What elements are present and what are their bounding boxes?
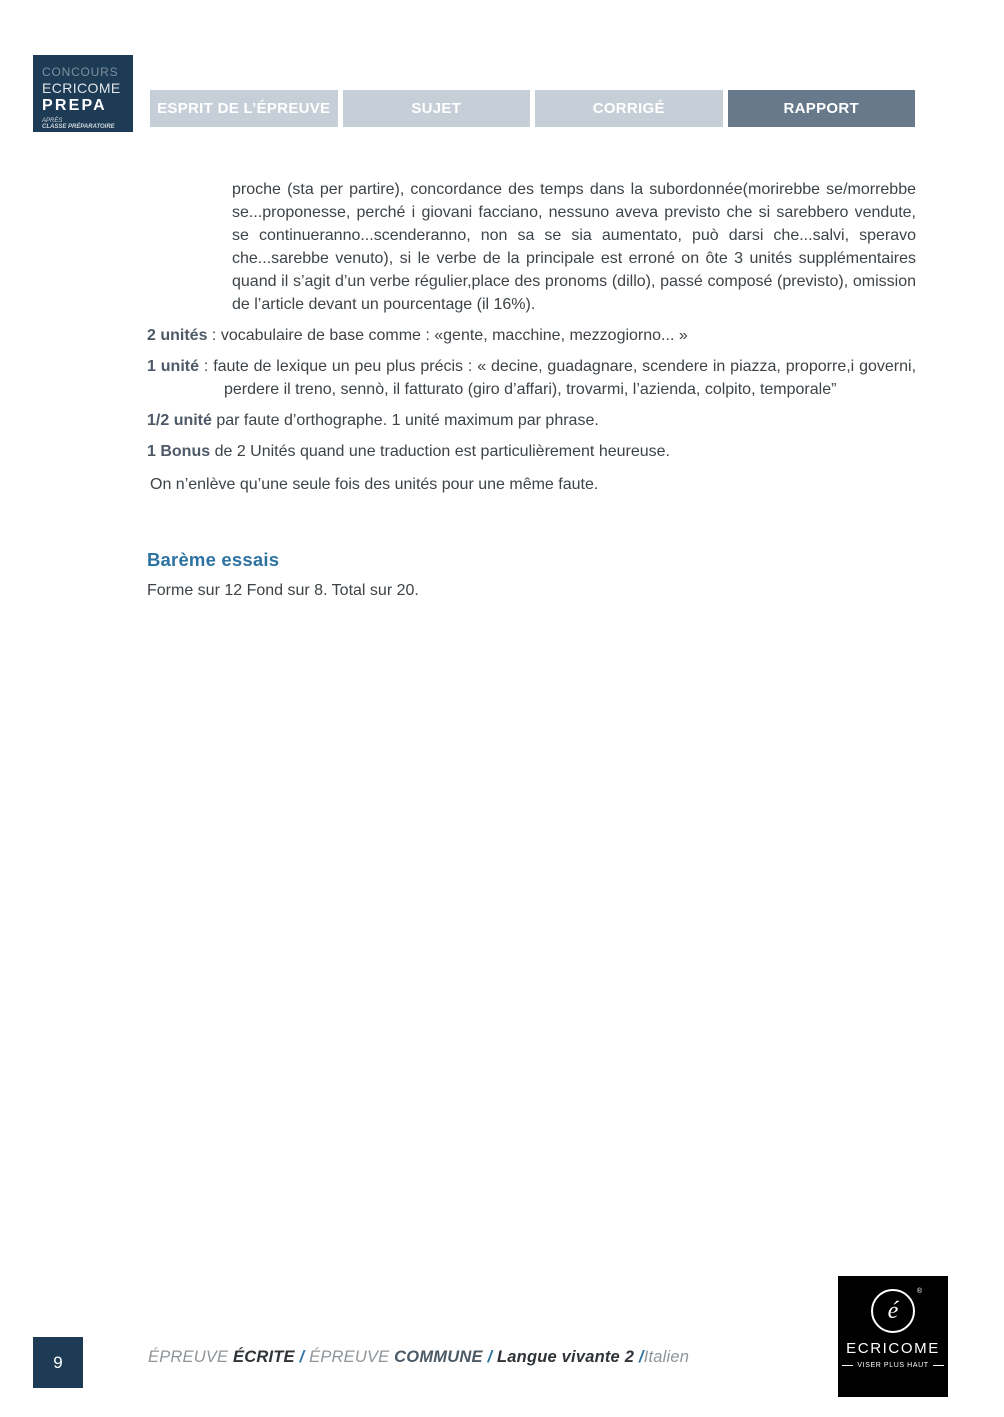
grading-note: On n’enlève qu’une seule fois des unités pour une même faute.	[150, 476, 599, 493]
bareme-essais-text: Forme sur 12 Fond sur 8. Total sur 20.	[147, 582, 419, 599]
footer-slash-3: /	[638, 1348, 644, 1366]
footer-epreuve-1: ÉPREUVE	[148, 1348, 234, 1366]
footer-italien: Italien	[643, 1348, 690, 1366]
unit-text: : faute de lexique un peu plus précis : « decine, guadagnare, scendere in piazza, proporre,i governi, perdere il treno, sennò, il fatturato (giro d’affari), trovarmi, l’azienda, colpito, temporale”	[203, 358, 917, 398]
tab-rapport[interactable]: RAPPORT	[728, 90, 916, 127]
footer-epreuve-2: ÉPREUVE	[309, 1348, 395, 1366]
footer-slash-1: /	[294, 1348, 310, 1366]
grading-item-demi-unite	[147, 409, 916, 432]
ecricome-tagline: VISER PLUS HAUT	[842, 1362, 943, 1369]
logo-text-ecricome: ECRICOME	[42, 80, 121, 96]
registered-mark: ®	[916, 1288, 922, 1295]
logo-text-classe-preparatoire: CLASSE PRÉPARATOIRE	[42, 124, 115, 130]
grading-paragraph: proche (sta per partire), concordance des temps dans la subordonnée(morirebbe se/morrebbe se...proponesse, perché i giovani facciano, nessuno aveva previsto che si sarebbero vendute, se continueranno...scenderanno, non sa se sia aumentato, può darsi che...salvi, speravo che...sarebbe venuto), si le verbe de la principale est erroné on ôte 3 unités supplémentaires quand il s’agit d’un verbe régulier,place des pronoms (dillo), passé composé (previsto), omission de l’article devant un pourcentage (il 16%).	[232, 181, 916, 313]
grading-item-2-unites	[147, 324, 916, 347]
footer-ecrite: ÉCRITE	[233, 1348, 295, 1366]
tab-corrige[interactable]: CORRIGÉ	[535, 90, 723, 127]
report-body	[147, 178, 916, 602]
ecricome-brand-name: ECRICOME	[846, 1340, 940, 1357]
ecricome-logo-letter: é	[887, 1297, 899, 1324]
logo-text-concours: CONCOURS	[42, 65, 119, 79]
unit-label: 1 unité	[147, 358, 199, 375]
footer-commune: COMMUNE	[394, 1348, 483, 1366]
concours-ecricome-prepa-logo	[33, 55, 133, 132]
unit-text: : vocabulaire de base comme : «gente, macchine, mezzogiorno... »	[211, 327, 688, 344]
grading-item-bonus	[147, 440, 916, 463]
unit-text: par faute d’orthographe. 1 unité maximum par phrase.	[216, 412, 599, 429]
unit-label: 1/2 unité	[147, 412, 212, 429]
unit-text: de 2 Unités quand une traduction est particulièrement heureuse.	[214, 443, 670, 460]
section-heading-bareme-essais: Barème essais	[147, 549, 280, 570]
ecricome-logo-icon	[871, 1288, 922, 1333]
tab-sujet[interactable]: SUJET	[343, 90, 531, 127]
section-tab-bar	[150, 90, 915, 127]
unit-label: 1 Bonus	[147, 443, 211, 460]
ecricome-brand-box	[838, 1276, 948, 1397]
tab-esprit-de-lepreuve[interactable]: ESPRIT DE L’ÉPREUVE	[150, 90, 338, 127]
logo-text-apres: APRÈS	[42, 118, 63, 124]
unit-label: 2 unités	[147, 327, 208, 344]
footer-langue-vivante-2: Langue vivante 2	[497, 1348, 639, 1366]
logo-text-prepa: PREPA	[42, 97, 107, 114]
footer-breadcrumb	[148, 1348, 689, 1367]
page-number: 9	[33, 1337, 83, 1388]
footer-slash-2: /	[482, 1348, 498, 1366]
grading-item-1-unite	[147, 355, 916, 401]
